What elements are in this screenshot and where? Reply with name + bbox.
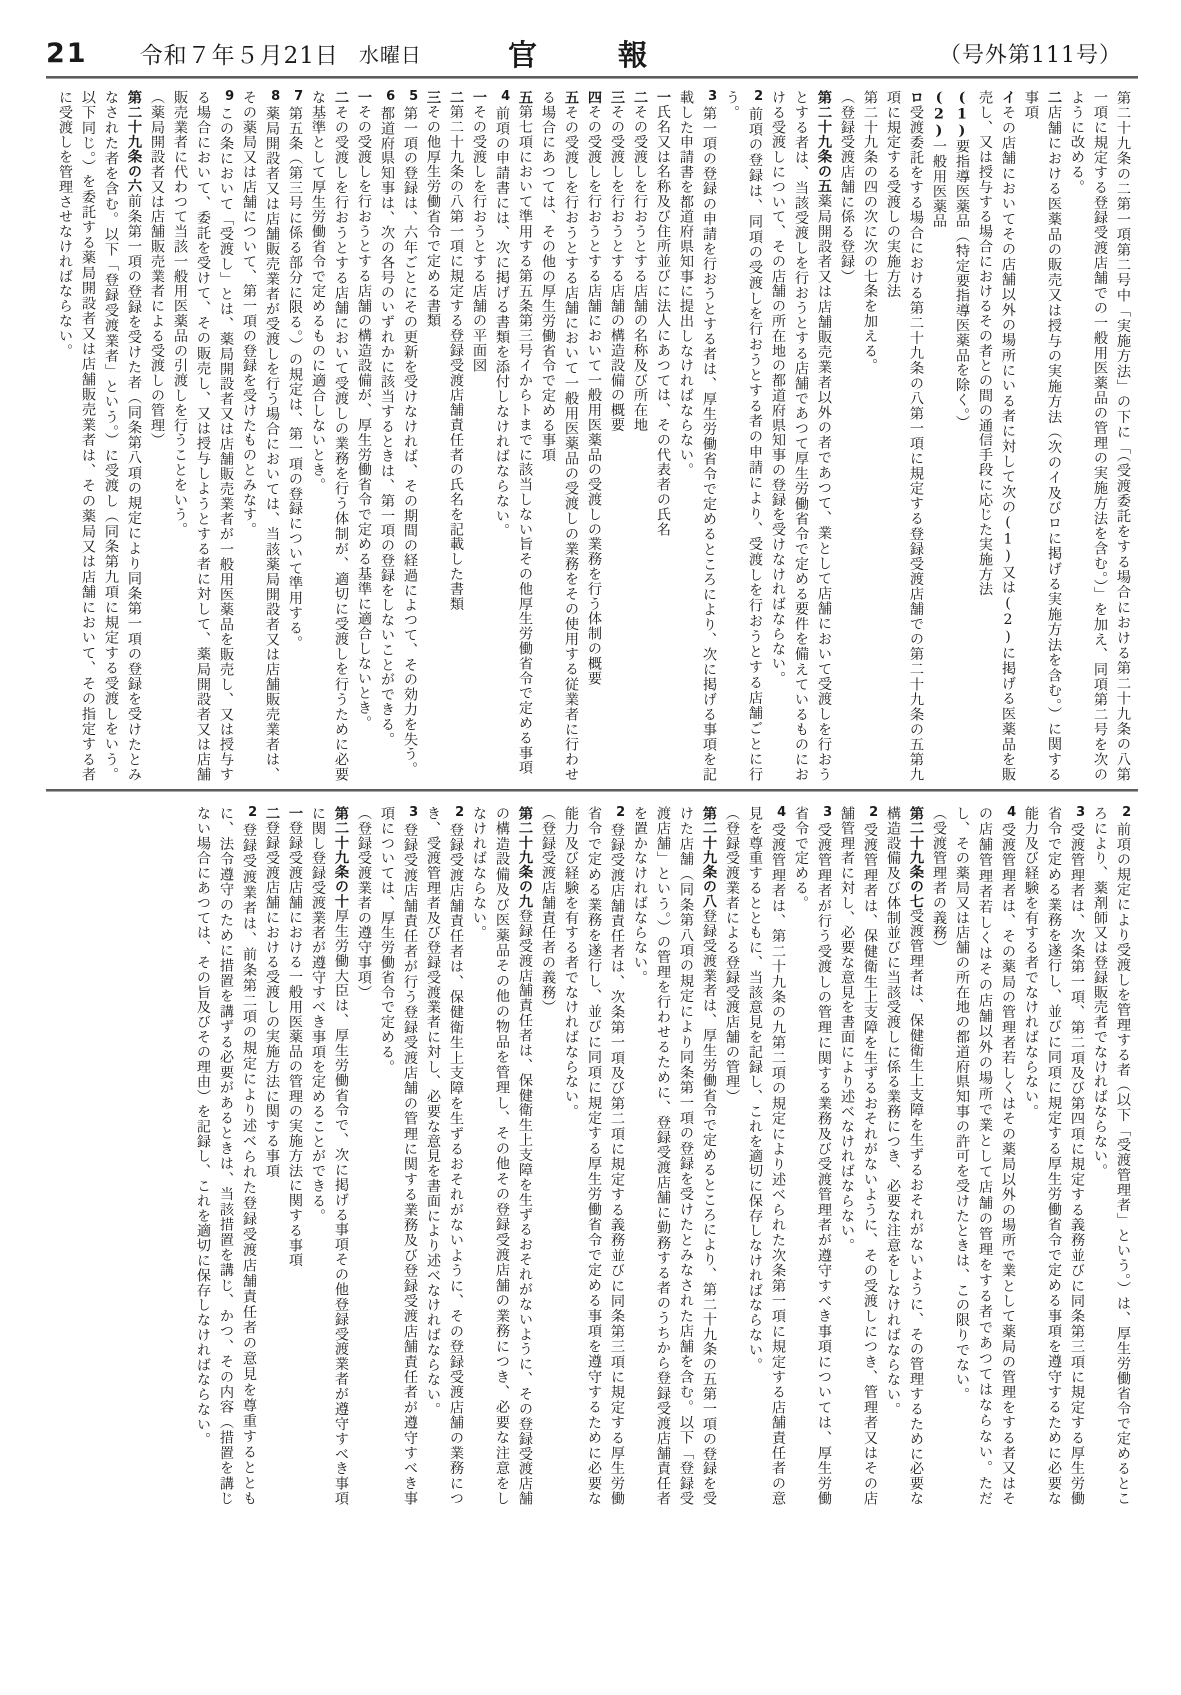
paragraph-number: 2 bbox=[754, 89, 764, 104]
paragraph-body: 登録受渡業者は、厚生労働省令で定めるところにより、第二十九条の五第一項の登録を受けた店舗（同条第八項の規定により同条第一項の登録を受けたとみなされた店舗を含む。以下「登録受渡店舗」という。）の管理を行わせるために、登録受渡店舗に勤務する者のうちから登録受渡店舗責任者を置かなければならない。 bbox=[632, 806, 717, 1506]
paragraph-body: その受渡しを行おうとする店舗の構造設備が、厚生労働省令で定める基準に適合しないとき。 bbox=[356, 104, 372, 731]
page-footer-margin bbox=[0, 1556, 1181, 1695]
paragraph-body: その受渡しを行おうとする店舗の構造設備の概要 bbox=[609, 104, 625, 433]
issue-number: （号外第111号） bbox=[939, 42, 1122, 68]
legal-paragraph bbox=[513, 90, 536, 782]
paragraph-number: 6 bbox=[386, 89, 396, 104]
paragraph-body: 第五条（第三号に係る部分に限る。）の規定は、第一項の登録について準用する。 bbox=[287, 106, 303, 651]
page-masthead bbox=[46, 30, 1136, 76]
legal-paragraph bbox=[628, 806, 720, 1506]
article-number: ロ bbox=[908, 90, 924, 105]
paragraph-body: 薬局開設者又は店舗販売業者以外の者であつて、業として店舗において受渡しを行おうとする者は、当該受渡しを行おうとする店舗であつて厚生労働省令で定める要件を備えているものにおける受渡しについて、その店舗の所在地の都道府県知事の登録を受けなければならない。 bbox=[770, 90, 832, 782]
paragraph-number: 2 bbox=[1122, 805, 1132, 820]
legal-paragraph bbox=[536, 90, 582, 782]
legal-paragraph bbox=[1019, 90, 1065, 782]
article-number: 二 bbox=[333, 90, 349, 105]
article-number: 第二十九条の十 bbox=[333, 806, 349, 909]
paragraph-body: 前項の登録は、同項の受渡しを行おうとする者の申請により、受渡しを行おうとする店舗ごとに行う。 bbox=[724, 90, 763, 782]
legal-paragraph bbox=[306, 90, 352, 782]
paragraph-body: 登録受渡店舗責任者は、保健衛生上支障を生ずるおそれがないように、その登録受渡店舗の業務につき、受渡管理者及び登録受渡業者に対し、必要な意見を書面により述べなければならない。 bbox=[425, 806, 464, 1506]
legal-paragraph bbox=[881, 806, 927, 1506]
paragraph-body: 薬局開設者又は店舗販売業者が受渡しを行う場合においては、当該薬局開設者又は店舗販売業者は、その薬局又は店舗について、第一項の登録を受けたものとみなす。 bbox=[241, 90, 280, 782]
paragraph-body: （登録受渡店舗に係る登録） bbox=[839, 90, 855, 284]
bottom-article-text bbox=[191, 806, 1134, 1506]
paragraph-body: 受渡管理者は、第二十九条の九第二項の規定により述べられた次条第一項に規定する店舗責任者の意見を尊重するとともに、当該意見を記録し、これを適切に保存しなければならない。 bbox=[747, 806, 786, 1506]
legal-paragraph bbox=[720, 90, 766, 782]
paragraph-body: 第一項の登録は、六年ごとにその更新を受けなければ、その期間の経過によつて、その効力を失う。 bbox=[402, 106, 418, 777]
article-number: 一 bbox=[471, 90, 487, 105]
paragraph-body: 厚生労働大臣は、厚生労働省令で、次に掲げる事項その他登録受渡業者が遵守すべき事項に関し登録受渡業者が遵守すべき事項を定めることができる。 bbox=[310, 806, 349, 1506]
legal-paragraph bbox=[375, 90, 398, 782]
legal-paragraph bbox=[1065, 90, 1134, 782]
paragraph-body: （受渡管理者の義務） bbox=[931, 806, 947, 955]
paragraph-body: その受渡しを行おうとする店舗の平面図 bbox=[471, 104, 487, 373]
article-number: 五 bbox=[563, 90, 579, 105]
legal-paragraph bbox=[927, 90, 950, 782]
article-number: 五 bbox=[517, 90, 533, 105]
section-divider-rule bbox=[46, 789, 1138, 792]
paragraph-body: その受渡しを行おうとする店舗において一般用医薬品の受渡しの業務を行う体制の概要 bbox=[586, 104, 602, 686]
paragraph-body: （薬局開設者又は店舗販売業者による受渡しの管理） bbox=[149, 90, 165, 448]
legal-paragraph bbox=[789, 806, 835, 1506]
paragraph-body: （登録受渡業者の遵守事項） bbox=[356, 806, 372, 1000]
paragraph-body: 登録受渡店舗責任者は、次条第一項及び第二項に規定する義務並びに同条第三項に規定する厚生労働省令で定める業務を遂行し、並びに同項に規定する厚生労働省令で定める事項を遵守するために必要な能力及び経験を有する者でなければならない。 bbox=[563, 806, 625, 1506]
legal-paragraph bbox=[191, 806, 260, 1506]
paragraph-number: 3 bbox=[1076, 805, 1086, 820]
legal-paragraph bbox=[375, 806, 421, 1506]
paragraph-body: 受渡管理者は、保健衛生上支障を生ずるおそれがないように、その管理するために必要な構造設備及び体制並びに当該受渡しに係る業務につき、必要な注意をしなければならない。 bbox=[885, 806, 924, 1506]
paragraph-number: 9 bbox=[225, 89, 235, 104]
paragraph-number: 4 bbox=[777, 805, 787, 820]
paragraph-body: 登録受渡店舗における受渡しの実施方法に関する事項 bbox=[264, 820, 280, 1179]
legal-paragraph bbox=[651, 90, 674, 782]
legal-paragraph bbox=[582, 90, 605, 782]
top-article-text bbox=[53, 90, 1134, 782]
article-number: 四 bbox=[586, 90, 602, 105]
paragraph-body: その受渡しを行おうとする店舗において受渡しの業務を行う体制が、適切に受渡しを行うために必要な基準として厚生労働省令で定めるものに適合しないとき。 bbox=[310, 90, 349, 782]
legal-paragraph bbox=[283, 90, 306, 782]
publication-date: 令和７年５月21日 bbox=[139, 42, 339, 69]
paragraph-body: 第二十九条の四の次に次の七条を加える。 bbox=[862, 90, 878, 374]
legal-paragraph bbox=[352, 806, 375, 1506]
legal-paragraph bbox=[835, 806, 881, 1506]
paragraph-body: 登録受渡店舗責任者は、保健衛生上支障を生ずるおそれがないように、その登録受渡店舗の構造設備及び医薬品その他の物品を管理し、その他その登録受渡店舗の業務につき、必要な注意をしなければならない。 bbox=[471, 806, 533, 1506]
paragraph-body: 登録受渡店舗における一般用医薬品の管理の実施方法に関する事項 bbox=[287, 820, 303, 1268]
legal-paragraph bbox=[168, 90, 237, 782]
article-number: 一 bbox=[356, 90, 372, 105]
paragraph-body: 第二十九条の八第一項に規定する登録受渡店舗責任者の氏名を記載した書類 bbox=[448, 104, 464, 612]
legal-paragraph bbox=[674, 90, 720, 782]
legal-paragraph bbox=[973, 90, 1019, 782]
paragraph-body: 都道府県知事は、次の各号のいずれかに該当するときは、第一項の登録をしないことができる。 bbox=[379, 106, 395, 747]
article-number: 二 bbox=[632, 90, 648, 105]
paragraph-body: 店舗における医薬品の販売又は授与の実施方法（次のイ及びロに掲げる実施方法を含む。）に関する事項 bbox=[1023, 90, 1062, 782]
paragraph-body: 要指導医薬品（特定要指導医薬品を除く。） bbox=[954, 139, 970, 431]
legal-paragraph bbox=[467, 806, 536, 1506]
paragraph-body: その受渡しを行おうとする店舗において一般用医薬品の受渡しの業務をその使用する従業者に行わせる場合にあつては、その他の厚生労働省令で定める事項 bbox=[540, 90, 579, 782]
paragraph-body: 前項の申請書には、次に掲げる書類を添付しなければならない。 bbox=[494, 106, 510, 539]
paragraph-body: 受渡委託をする場合における第二十九条の八第一項に規定する登録受渡店舗での第二十九条の五第九項に規定する受渡しの実施方法 bbox=[885, 90, 924, 782]
legal-paragraph bbox=[881, 90, 927, 782]
legal-paragraph bbox=[766, 90, 835, 782]
paragraph-body: 受渡管理者は、保健衛生上支障を生ずるおそれがないように、その受渡しにつき、管理者又はその店舗管理者に対し、必要な意見を書面により述べなければならない。 bbox=[839, 806, 878, 1506]
legal-paragraph bbox=[444, 90, 467, 782]
legal-paragraph bbox=[260, 806, 283, 1506]
gazette-title: 官 報 bbox=[507, 37, 673, 72]
paragraph-number: 8 bbox=[271, 89, 281, 104]
legal-paragraph bbox=[53, 90, 145, 782]
paragraph-body: その他厚生労働省令で定める書類 bbox=[425, 104, 441, 329]
paragraph-number: 2 bbox=[248, 805, 258, 820]
paragraph-body: 第一項の登録の申請を行おうとする者は、厚生労働省令で定めるところにより、次に掲げる事項を記載した申請書を都道府県知事に提出しなければならない。 bbox=[678, 90, 717, 782]
page-number: 21 bbox=[46, 37, 88, 69]
paragraph-body: （登録受渡店舗責任者の義務） bbox=[540, 806, 556, 1015]
legal-paragraph bbox=[237, 90, 283, 782]
paragraph-body: 一般用医薬品 bbox=[931, 139, 947, 229]
publication-weekday: 水曜日 bbox=[358, 42, 422, 67]
legal-paragraph bbox=[352, 90, 375, 782]
legal-paragraph bbox=[628, 90, 651, 782]
paragraph-body: 受渡管理者は、その薬局の管理者若しくはその薬局以外の場所で業として薬局の管理をする者又はその店舗管理者若しくはその店舗以外の場所で業として店舗の管理をする者であつてはならない。ただし、その薬局又は店舗の所在地の都道府県知事の許可を受けたときは、この限りでない。 bbox=[954, 806, 1016, 1506]
article-number: 第二十九条の九 bbox=[517, 806, 533, 909]
paragraph-body: 第二十九条の二第一項第二号中「実施方法」の下に「（受渡委託をする場合における第二十九条の八第一項に規定する登録受渡店舗での一般用医薬品の管理の実施方法を含む。）」を加え、同項第二号を次のように改める。 bbox=[1069, 90, 1131, 782]
paragraph-number: 4 bbox=[1007, 805, 1017, 820]
legal-paragraph bbox=[950, 806, 1019, 1506]
legal-paragraph bbox=[950, 90, 973, 782]
article-number: イ bbox=[1000, 90, 1016, 105]
paragraph-body: （登録受渡業者による登録受渡店舗の管理） bbox=[724, 806, 740, 1104]
paragraph-body: 前項の規定により受渡しを管理する者（以下「受渡管理者」という。）は、厚生労働省令で定めるところにより、薬剤師又は登録販売者でなければならない。 bbox=[1092, 806, 1131, 1506]
paragraph-body: 受渡管理者が行う受渡しの管理に関する業務及び受渡管理者が遵守すべき事項については、厚生労働省令で定める。 bbox=[793, 806, 832, 1506]
article-number: 二 bbox=[448, 90, 464, 105]
article-number: 一 bbox=[655, 90, 671, 105]
legal-paragraph bbox=[559, 806, 628, 1506]
legal-paragraph bbox=[398, 90, 421, 782]
paragraph-body: その受渡しを行おうとする店舗の名称及び所在地 bbox=[632, 104, 648, 433]
paragraph-body: 登録受渡業者は、前条第二項の規定により述べられた登録受渡店舗責任者の意見を尊重するとともに、法令遵守のために措置を講ずる必要があるときは、当該措置を講じ、かつ、その内容（措置を講じない場合にあつては、その旨及びその理由）を記録し、これを適切に保存しなければならない。 bbox=[195, 806, 257, 1506]
legal-paragraph bbox=[927, 806, 950, 1506]
paragraph-body: その店舗においてその店舗以外の場所にいる者に対して次の(1)又は(2)に掲げる医薬品を販売し、又は授与する場合におけるその者との間の通信手段に応じた実施方法 bbox=[977, 90, 1016, 782]
article-number: 一 bbox=[287, 806, 303, 821]
legal-paragraph bbox=[536, 806, 559, 1506]
header-divider-rule bbox=[46, 76, 1138, 79]
legal-paragraph bbox=[743, 806, 789, 1506]
paragraph-number: 4 bbox=[501, 89, 511, 104]
legal-paragraph bbox=[467, 90, 490, 782]
paragraph-body: 前条第一項の登録を受けた者（同条第八項の規定により同条第一項の登録を受けたとみなされた者を含む。以下「登録受渡業者」という。）に受渡し（同条第九項に規定する受渡しをいう。以下同じ。）を委託する薬局開設者又は店舗販売業者は、その薬局又は店舗において、その指定する者に受渡しを管理させなければならない。 bbox=[57, 90, 142, 782]
article-number: 第二十九条の七 bbox=[908, 806, 924, 909]
paragraph-number: 3 bbox=[823, 805, 833, 820]
legal-paragraph bbox=[605, 90, 628, 782]
top-text-band bbox=[52, 90, 1134, 782]
paragraph-body: 受渡管理者は、次条第一項、第二項及び第四項に規定する義務並びに同条第三項に規定する厚生労働省令で定める業務を遂行し、並びに同項に規定する厚生労働省令で定める事項を遵守するために必要な能力及び経験を有する者でなければならない。 bbox=[1023, 806, 1085, 1506]
legal-paragraph bbox=[306, 806, 352, 1506]
article-number: 三 bbox=[425, 90, 441, 105]
article-number: 二 bbox=[264, 806, 280, 821]
legal-paragraph bbox=[1088, 806, 1134, 1506]
legal-paragraph bbox=[145, 90, 168, 782]
legal-paragraph bbox=[283, 806, 306, 1506]
paragraph-body: 登録受渡店舗責任者が行う登録受渡店舗の管理に関する業務及び登録受渡店舗責任者が遵守すべき事項については、厚生労働省令で定める。 bbox=[379, 806, 418, 1506]
paragraph-body: 氏名又は名称及び住所並びに法人にあつては、その代表者の氏名 bbox=[655, 104, 671, 537]
article-number: (1) bbox=[954, 90, 970, 140]
article-number: 三 bbox=[609, 90, 625, 105]
legal-paragraph bbox=[858, 90, 881, 782]
paragraph-number: 3 bbox=[708, 89, 718, 104]
article-number: 二 bbox=[1046, 90, 1062, 105]
legal-paragraph bbox=[421, 806, 467, 1506]
paragraph-number: 2 bbox=[455, 805, 465, 820]
article-number: 第二十九条の八 bbox=[701, 806, 717, 909]
paragraph-number: 2 bbox=[616, 805, 626, 820]
article-number: (2) bbox=[931, 90, 947, 140]
paragraph-body: 第七項において準用する第五条第三号イからトまでに該当しない旨その他厚生労働省令で定める事項 bbox=[517, 104, 533, 776]
paragraph-number: 2 bbox=[869, 805, 879, 820]
paragraph-body: この条において「受渡し」とは、薬局開設者又は店舗販売業者が一般用医薬品を販売し、又は授与する場合において、委託を受けて、その販売し、又は授与しようとする者に対して、薬局開設者又は店舗販売業者に代わつて当該一般用医薬品の引渡しを行うことをいう。 bbox=[172, 90, 234, 782]
paragraph-number: 7 bbox=[294, 89, 304, 104]
paragraph-number: 3 bbox=[409, 805, 419, 820]
legal-paragraph bbox=[421, 90, 444, 782]
bottom-text-band bbox=[52, 806, 1134, 1506]
article-number: 第二十九条の六 bbox=[126, 90, 142, 194]
paragraph-number: 5 bbox=[409, 89, 419, 104]
legal-paragraph bbox=[835, 90, 858, 782]
article-number: 第二十九条の五 bbox=[816, 90, 832, 194]
legal-paragraph bbox=[1019, 806, 1088, 1506]
legal-paragraph bbox=[490, 90, 513, 782]
legal-paragraph bbox=[720, 806, 743, 1506]
